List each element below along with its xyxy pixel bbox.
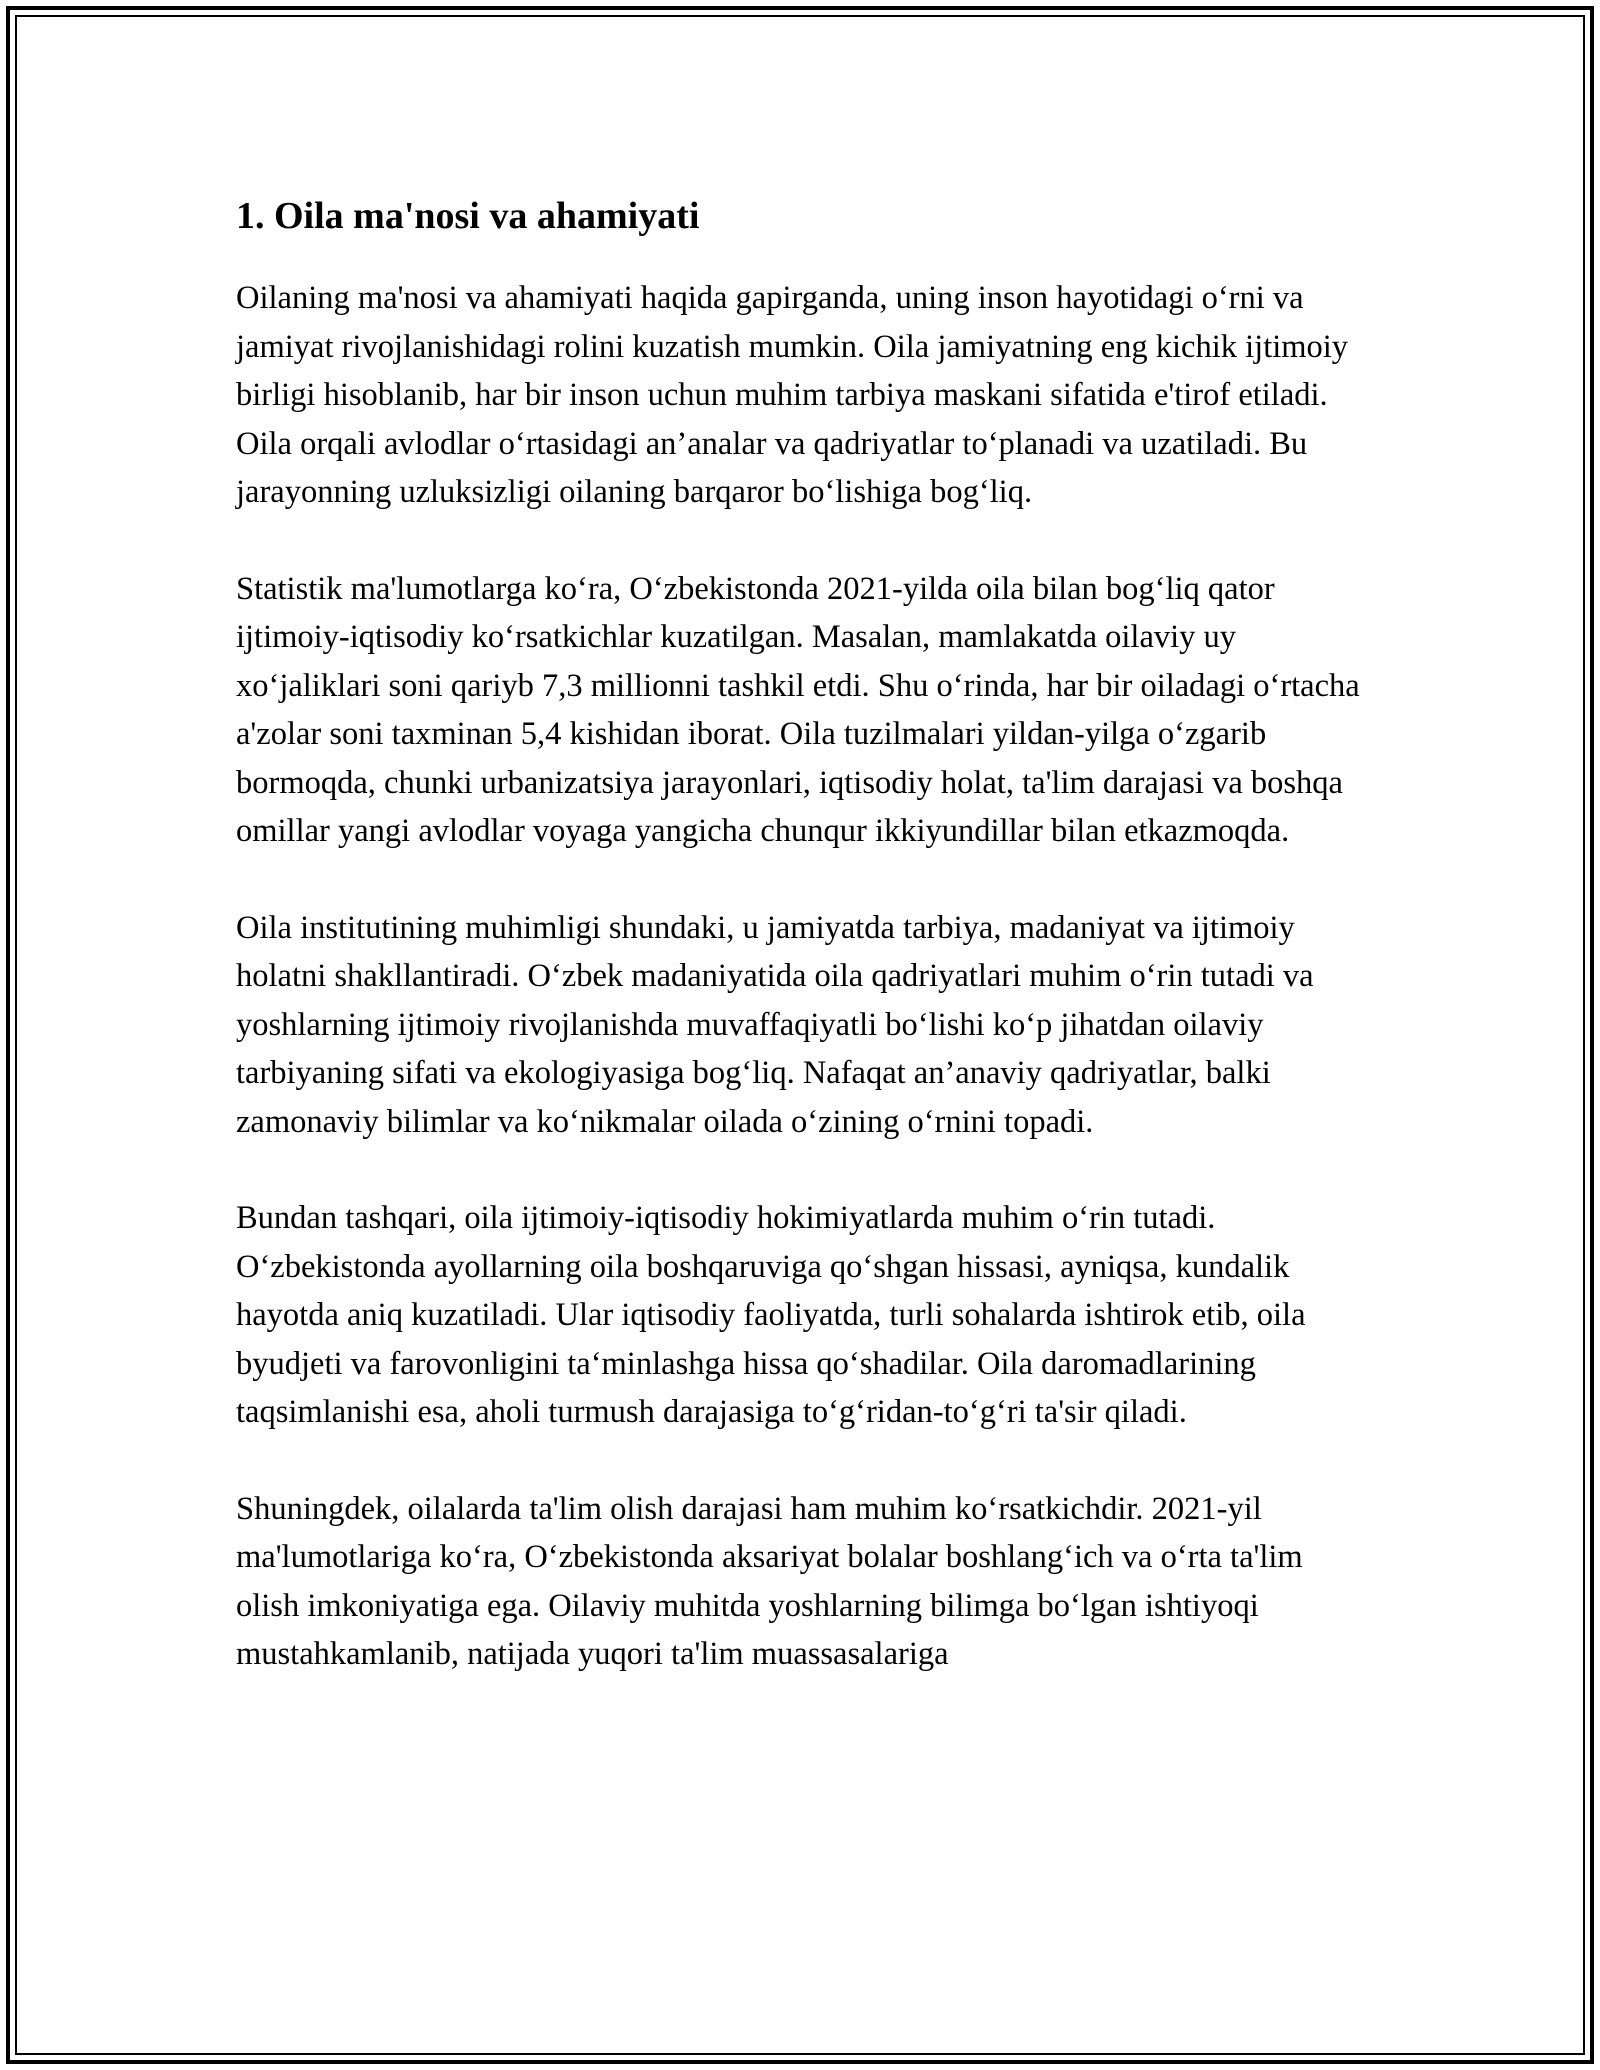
document-body	[236, 188, 1366, 1727]
paragraph-3: Oila institutining muhimligi shundaki, u jamiyatda tarbiya, madaniyat va ijtimoiy holatni shakllantiradi. Oʻzbek madaniyatida oila qadriyatlari muhim oʻrin tutadi va yoshlarning ijtimoiy rivojlanishda muvaffaqiyatli boʻlishi koʻp jihatdan oilaviy tarbiyaning sifati va ekologiyasiga bogʻliq. Nafaqat an’anaviy qadriyatlar, balki zamonaviy bilimlar va koʻnikmalar oilada oʻzining oʻrnini topadi.	[236, 909, 1314, 1140]
paragraph-4: Bundan tashqari, oila ijtimoiy-iqtisodiy hokimiyatlarda muhim oʻrin tutadi. Oʻzbekistonda ayollarning oila boshqaruviga qoʻshgan hissasi, ayniqsa, kundalik hayotda aniq kuzatiladi. Ular iqtisodiy faoliyatda, turli sohalarda ishtirok etib, oila byudjeti va farovonligini taʻminlashga hissa qoʻshadilar. Oila daromadlarining taqsimlanishi esa, aholi turmush darajasiga toʻgʻridan-toʻgʻri ta'sir qiladi.	[236, 1200, 1306, 1430]
section-heading: 1. Oila ma'nosi va ahamiyati	[236, 195, 700, 237]
paragraph-5: Shuningdek, oilalarda ta'lim olish darajasi ham muhim koʻrsatkichdir. 2021-yil ma'lumotlariga koʻra, Oʻzbekistonda aksariyat bolalar boshlangʻich va oʻrta ta'lim olish imkoniyatiga ega. Oilaviy muhitda yoshlarning bilimga boʻlgan ishtiyoqi mustahkamlanib, natijada yuqori ta'lim muassasalariga	[236, 1490, 1303, 1672]
paragraph-1: Oilaning ma'nosi va ahamiyati haqida gapirganda, uning inson hayotidagi oʻrni va jamiyat rivojlanishidagi rolini kuzatish mumkin. Oila jamiyatning eng kichik ijtimoiy birligi hisoblanib, har bir inson uchun muhim tarbiya maskani sifatida e'tirof etiladi. Oila orqali avlodlar oʻrtasidagi an’analar va qadriyatlar toʻplanadi va uzatiladi. Bu jarayonning uzluksizligi oilaning barqaror boʻlishiga bogʻliq.	[236, 280, 1349, 510]
paragraph-2: Statistik ma'lumotlarga koʻra, Oʻzbekistonda 2021-yilda oila bilan bogʻliq qator ijtimoiy-iqtisodiy koʻrsatkichlar kuzatilgan. Masalan, mamlakatda oilaviy uy xoʻjaliklari soni qariyb 7,3 millionni tashkil etdi. Shu oʻrinda, har bir oiladagi oʻrtacha a'zolar soni taxminan 5,4 kishidan iborat. Oila tuzilmalari yildan-yilga oʻzgarib bormoqda, chunki urbanizatsiya jarayonlari, iqtisodiy holat, ta'lim darajasi va boshqa omillar yangi avlodlar voyaga yangicha chunqur ikkiyundillar bilan etkazmoqda.	[236, 570, 1360, 849]
